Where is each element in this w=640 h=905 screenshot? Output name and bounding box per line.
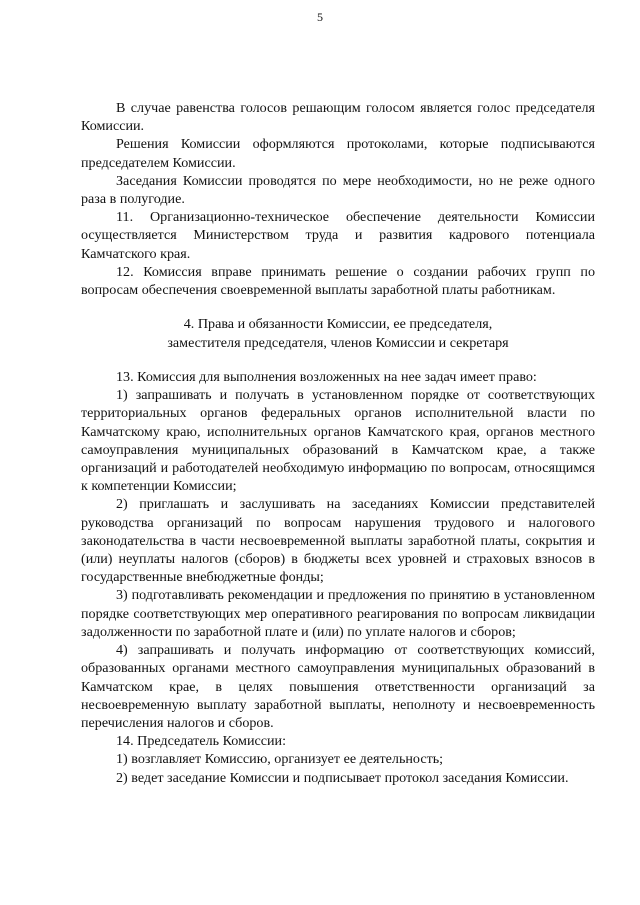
paragraph-item-13-4: 4) запрашивать и получать информацию от соответствующих комиссий, образованных органами местного самоуправления муниципальных образований в Камчатском крае, в целях повышения ответственности организаций за несвоевременную выплату заработной выплаты, неполноту и несвоевременность перечисления налогов и сборов. [81,642,595,731]
paragraph-tie-vote: В случае равенства голосов решающим голосом является голос председателя Комиссии. [81,100,595,135]
paragraph-item-13-3: 3) подготавливать рекомендации и предложения по принятию в установленном порядке соответствующих мер оперативного реагирования по вопросам ликвидации задолженности по заработной плате и (или) по уплате налогов и сборов; [81,587,595,640]
paragraph-item-11: 11. Организационно-техническое обеспечение деятельности Комиссии осуществляется Министерством труда и развития кадрового потенциала Камчатского края. [81,209,595,262]
paragraph-item-14-1: 1) возглавляет Комиссию, организует ее деятельность; [116,751,444,768]
paragraph-item-13-2: 2) приглашать и заслушивать на заседаниях Комиссии представителей руководства организаций по вопросам нарушения трудового и налогового законодательства в части несвоевременной выплаты заработной платы, сокрытия и (или) неуплаты налогов (сборов) в бюджеты всех уровней и страховых взносов в государственные внебюджетные фонды; [81,496,595,586]
paragraph-item-12: 12. Комиссия вправе принимать решение о создании рабочих групп по вопросам обеспечения своевременной выплаты заработной платы работникам. [81,263,595,299]
paragraph-item-13: 13. Комиссия для выполнения возложенных на нее задач имеет право: [116,369,537,386]
section-heading [81,315,595,352]
paragraph-item-14: 14. Председатель Комиссии: [116,733,287,750]
paragraph-decisions-protocols: Решения Комиссии оформляются протоколами, которые подписываются председателем Комиссии. [81,136,595,171]
paragraph-item-14-2: 2) ведет заседание Комиссии и подписывает протокол заседания Комиссии. [116,769,569,786]
paragraph-item-13-1: 1) запрашивать и получать в установленном порядке от соответствующих территориальных органов федеральных органов исполнительной власти по Камчатскому краю, исполнительных органов Камчатского края, органов местного самоуправления муниципальных образований в Камчатском крае, а также организаций и работодателей необходимую информацию по вопросам, относящимся к компетенции Комиссии; [81,387,595,495]
page-number: 5 [317,10,323,24]
document-body [81,99,595,787]
section-heading-line-1: 4. Права и обязанности Комиссии, ее председателя, [183,316,493,333]
paragraph-meeting-frequency: Заседания Комиссии проводятся по мере необходимости, но не реже одного раза в полугодие. [81,172,595,208]
section-heading-line-2: заместителя председателя, членов Комиссии и секретаря [167,334,509,351]
